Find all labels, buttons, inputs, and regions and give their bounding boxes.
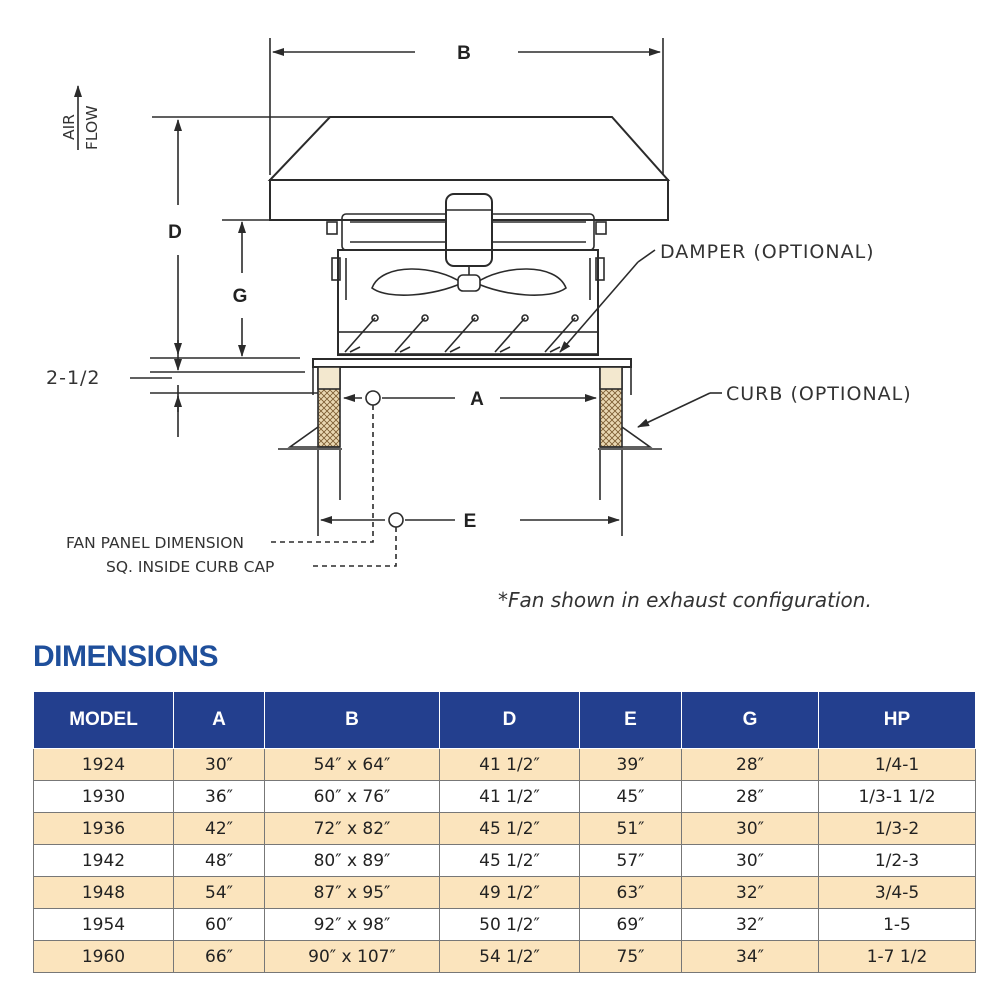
cell-hp: 1/4-1 [819,749,976,781]
label-fan-panel: FAN PANEL DIMENSION [66,534,245,552]
table-row [34,909,976,941]
cell-e: 39″ [580,749,682,781]
label-e: E [463,511,477,532]
label-d: D [168,222,182,243]
column-header-d: D [440,692,580,749]
cell-g: 32″ [682,909,819,941]
exhaust-note: *Fan shown in exhaust configuration. [498,588,872,612]
column-header-e: E [580,692,682,749]
cell-hp: 1/3-2 [819,813,976,845]
cell-g: 30″ [682,845,819,877]
cell-e: 75″ [580,941,682,973]
cell-g: 28″ [682,749,819,781]
cell-model: 1942 [34,845,174,877]
column-header-model: MODEL [34,692,174,749]
cell-b: 90″ x 107″ [265,941,440,973]
cell-e: 69″ [580,909,682,941]
dimensions-table [33,691,976,973]
cell-e: 45″ [580,781,682,813]
label-damper: DAMPER (OPTIONAL) [660,241,875,263]
cell-model: 1924 [34,749,174,781]
cell-d: 41 1/2″ [440,781,580,813]
cell-hp: 1/3-1 1/2 [819,781,976,813]
cell-b: 54″ x 64″ [265,749,440,781]
cell-a: 54″ [174,877,265,909]
label-g: G [232,286,248,307]
label-b: B [457,43,471,64]
cell-hp: 3/4-5 [819,877,976,909]
table-header-row [34,692,976,749]
label-flow: FLOW [83,105,101,150]
cell-d: 45 1/2″ [440,845,580,877]
cell-b: 72″ x 82″ [265,813,440,845]
label-curb: CURB (OPTIONAL) [726,383,912,405]
cell-d: 50 1/2″ [440,909,580,941]
cell-model: 1936 [34,813,174,845]
dimension-2-1-2 [130,340,318,412]
cell-g: 30″ [682,813,819,845]
table-row [34,749,976,781]
cell-model: 1930 [34,781,174,813]
cell-b: 87″ x 95″ [265,877,440,909]
column-header-g: G [682,692,819,749]
cell-a: 66″ [174,941,265,973]
table-row [34,781,976,813]
cell-e: 51″ [580,813,682,845]
label-sq-inside: SQ. INSIDE CURB CAP [106,558,275,576]
cell-d: 49 1/2″ [440,877,580,909]
cell-hp: 1-5 [819,909,976,941]
table-row [34,941,976,973]
cell-a: 60″ [174,909,265,941]
cell-e: 63″ [580,877,682,909]
table-row [34,877,976,909]
cell-model: 1960 [34,941,174,973]
cell-b: 92″ x 98″ [265,909,440,941]
cell-a: 36″ [174,781,265,813]
dimensions-heading: DIMENSIONS [33,640,219,673]
cell-e: 57″ [580,845,682,877]
label-two-half: 2-1/2 [46,367,101,389]
table-row [34,813,976,845]
label-air: AIR [60,114,78,140]
cell-d: 45 1/2″ [440,813,580,845]
column-header-hp: HP [819,692,976,749]
label-a: A [470,389,484,410]
cell-g: 34″ [682,941,819,973]
cell-hp: 1-7 1/2 [819,941,976,973]
cell-g: 32″ [682,877,819,909]
column-header-a: A [174,692,265,749]
cell-model: 1954 [34,909,174,941]
cell-model: 1948 [34,877,174,909]
dimension-e [310,450,622,566]
table-row [34,845,976,877]
fan-hood [152,117,668,234]
cell-g: 28″ [682,781,819,813]
cell-d: 54 1/2″ [440,941,580,973]
damper [338,250,655,354]
cell-a: 48″ [174,845,265,877]
cell-b: 60″ x 76″ [265,781,440,813]
cell-a: 30″ [174,749,265,781]
column-header-b: B [265,692,440,749]
cell-b: 80″ x 89″ [265,845,440,877]
cell-d: 41 1/2″ [440,749,580,781]
curb [278,367,722,449]
cell-a: 42″ [174,813,265,845]
cell-hp: 1/2-3 [819,845,976,877]
